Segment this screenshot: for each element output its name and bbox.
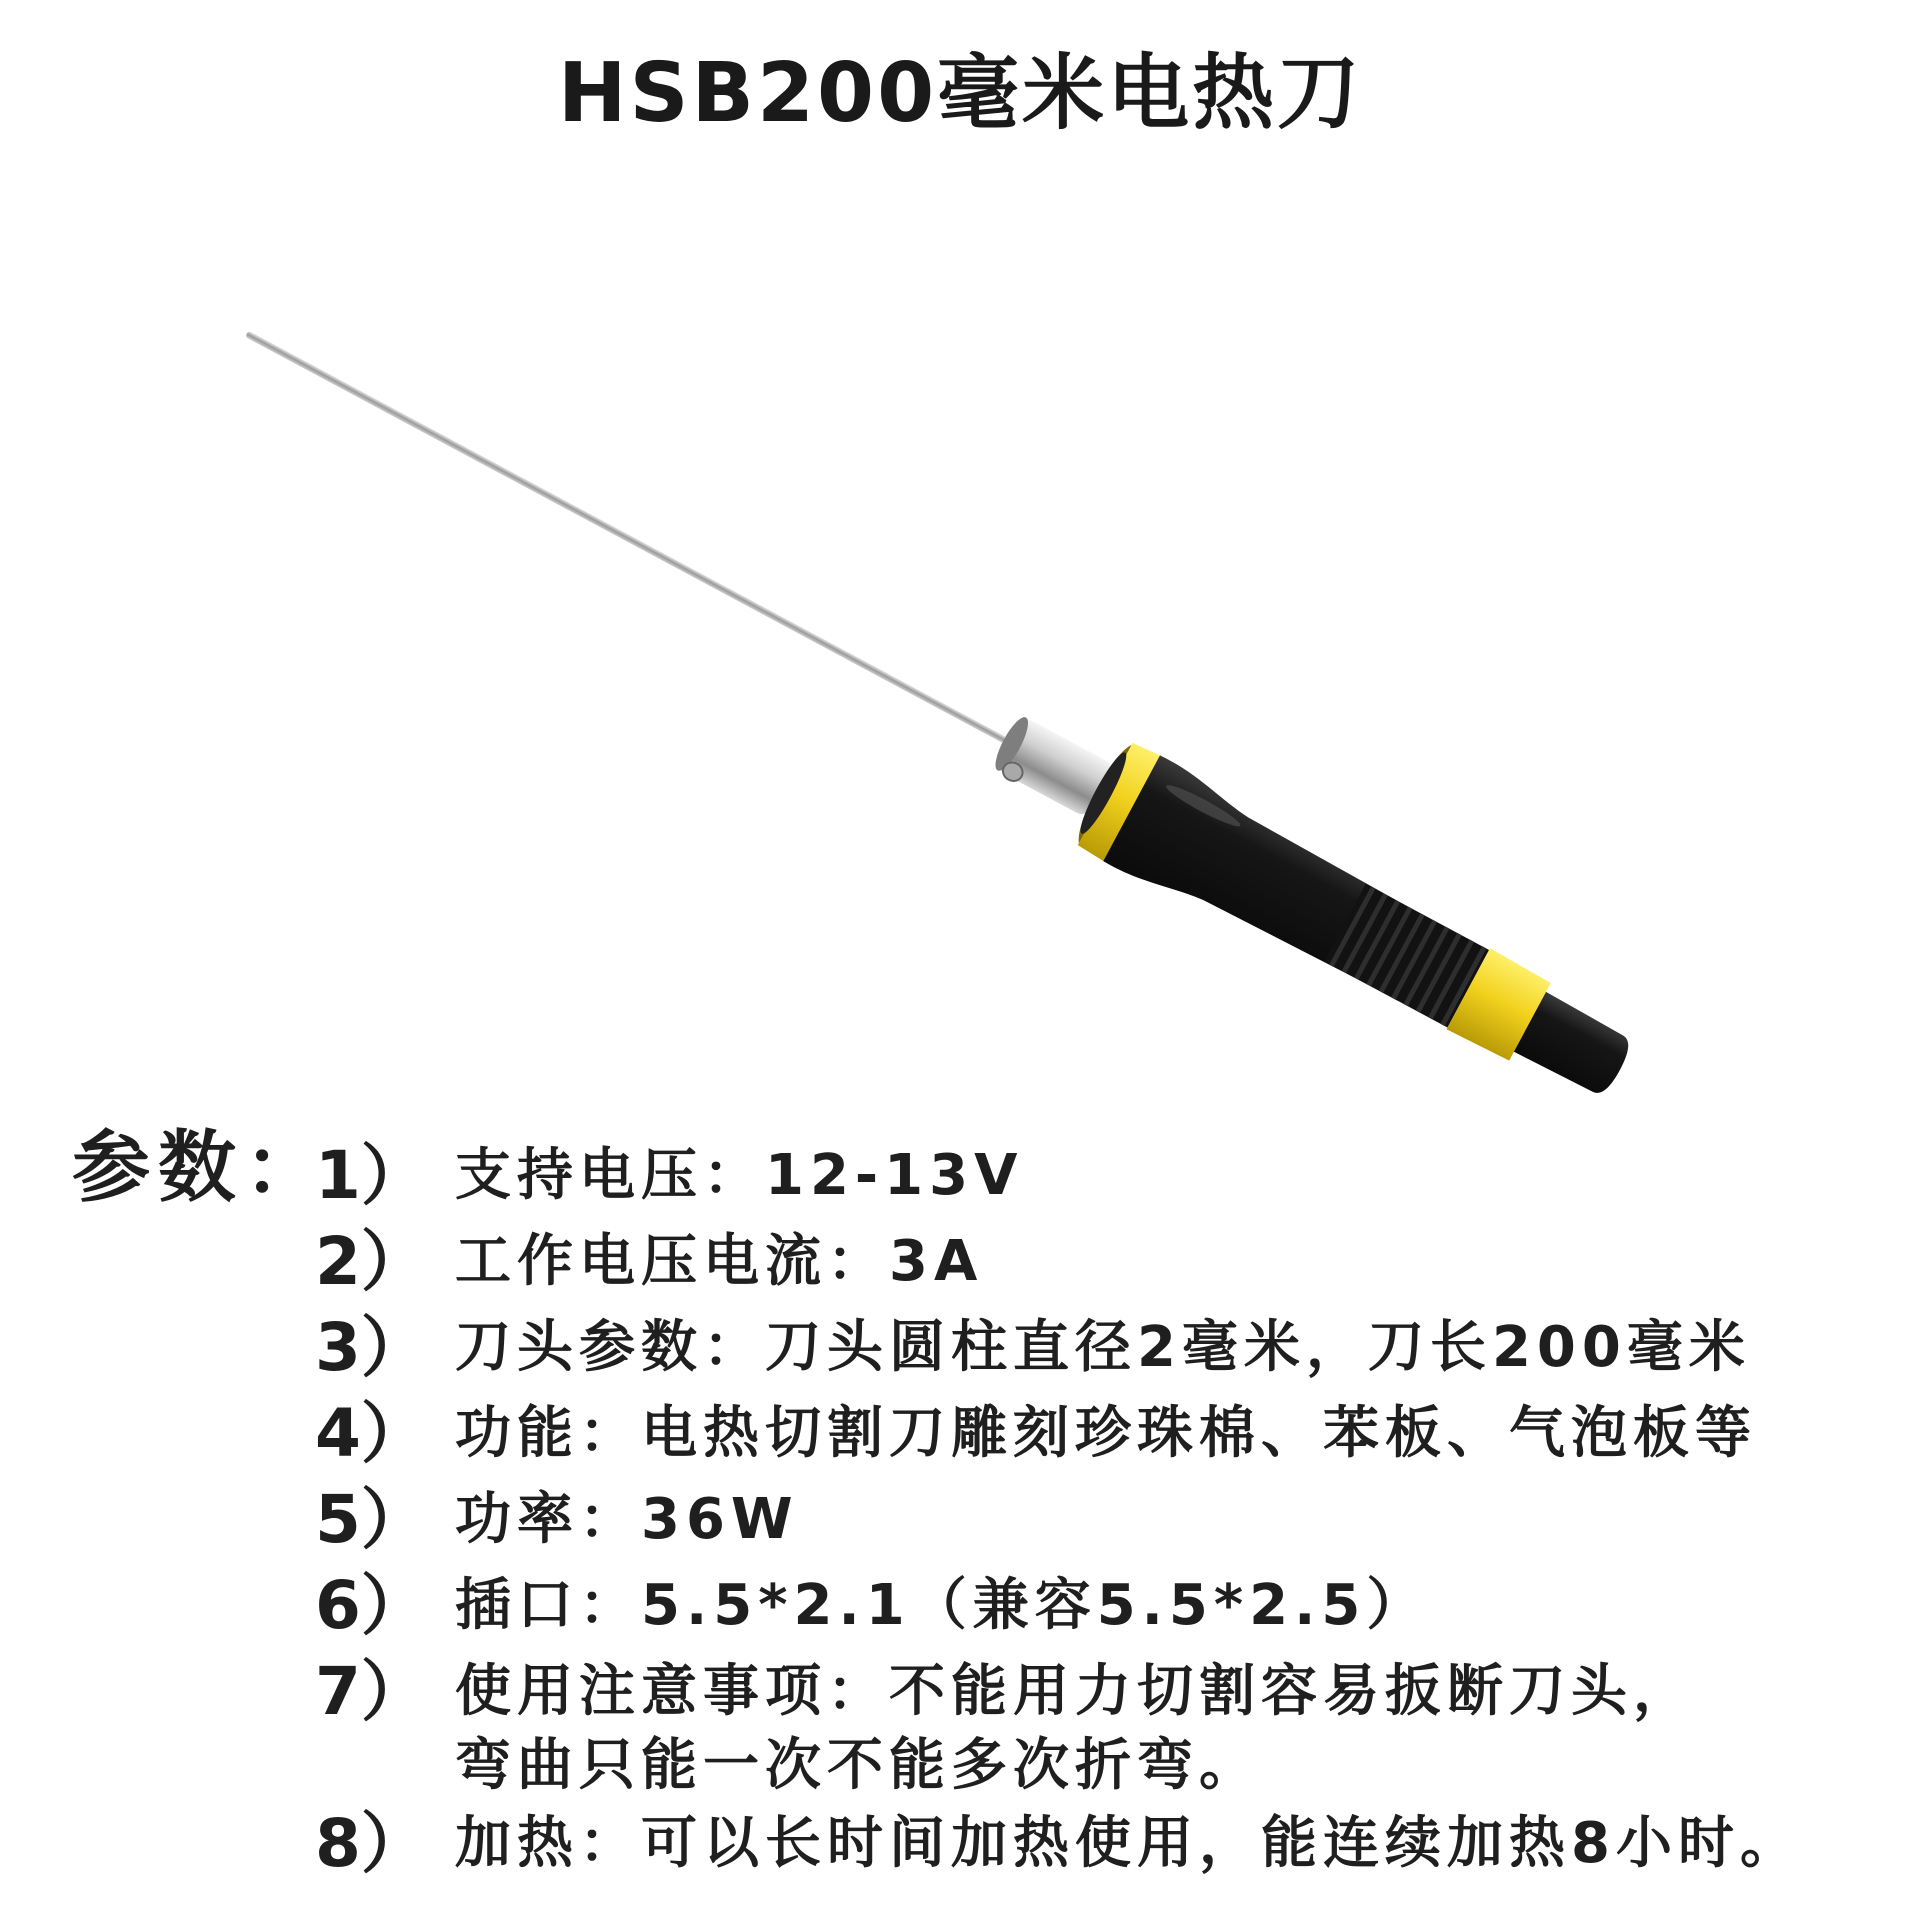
spec-text: 刀头参数：刀头圆柱直径2毫米，刀长200毫米 <box>455 1315 1751 1380</box>
blade <box>245 331 1015 748</box>
spec-item <box>315 1310 1895 1396</box>
spec-item <box>315 1806 1895 1892</box>
spec-text: 功率：36W <box>455 1487 799 1552</box>
spec-text-continued: 弯曲只能一次不能多次折弯。 <box>455 1733 1261 1798</box>
spec-text: 支持电压：12-13V <box>455 1143 1024 1208</box>
spec-text: 加热：可以长时间加热使用，能连续加热8小时。 <box>455 1811 1802 1876</box>
spec-number: 1） <box>315 1137 427 1214</box>
spec-text-block <box>455 1654 1695 1802</box>
spec-item <box>315 1138 1895 1224</box>
spec-text: 使用注意事项：不能用力切割容易扳断刀头， <box>455 1659 1695 1724</box>
spec-number: 8） <box>315 1805 427 1882</box>
spec-number: 2） <box>315 1223 427 1300</box>
spec-item <box>315 1482 1895 1568</box>
spec-item <box>315 1654 1895 1806</box>
spec-number: 7） <box>315 1653 427 1730</box>
spec-text: 插口：5.5*2.1（兼容5.5*2.5） <box>455 1573 1429 1638</box>
spec-number: 5） <box>315 1481 427 1558</box>
spec-item <box>315 1568 1895 1654</box>
spec-number: 4） <box>315 1395 427 1472</box>
spec-text: 功能：电热切割刀雕刻珍珠棉、苯板、气泡板等 <box>455 1401 1757 1466</box>
spec-text: 工作电压电流：3A <box>455 1229 984 1294</box>
page-title: HSB200毫米电热刀 <box>557 46 1363 141</box>
spec-number: 6） <box>315 1567 427 1644</box>
spec-list <box>315 1138 1895 1892</box>
spec-item <box>315 1224 1895 1310</box>
spec-number: 3） <box>315 1309 427 1386</box>
params-heading: 参数： <box>72 1123 331 1213</box>
spec-item <box>315 1396 1895 1482</box>
